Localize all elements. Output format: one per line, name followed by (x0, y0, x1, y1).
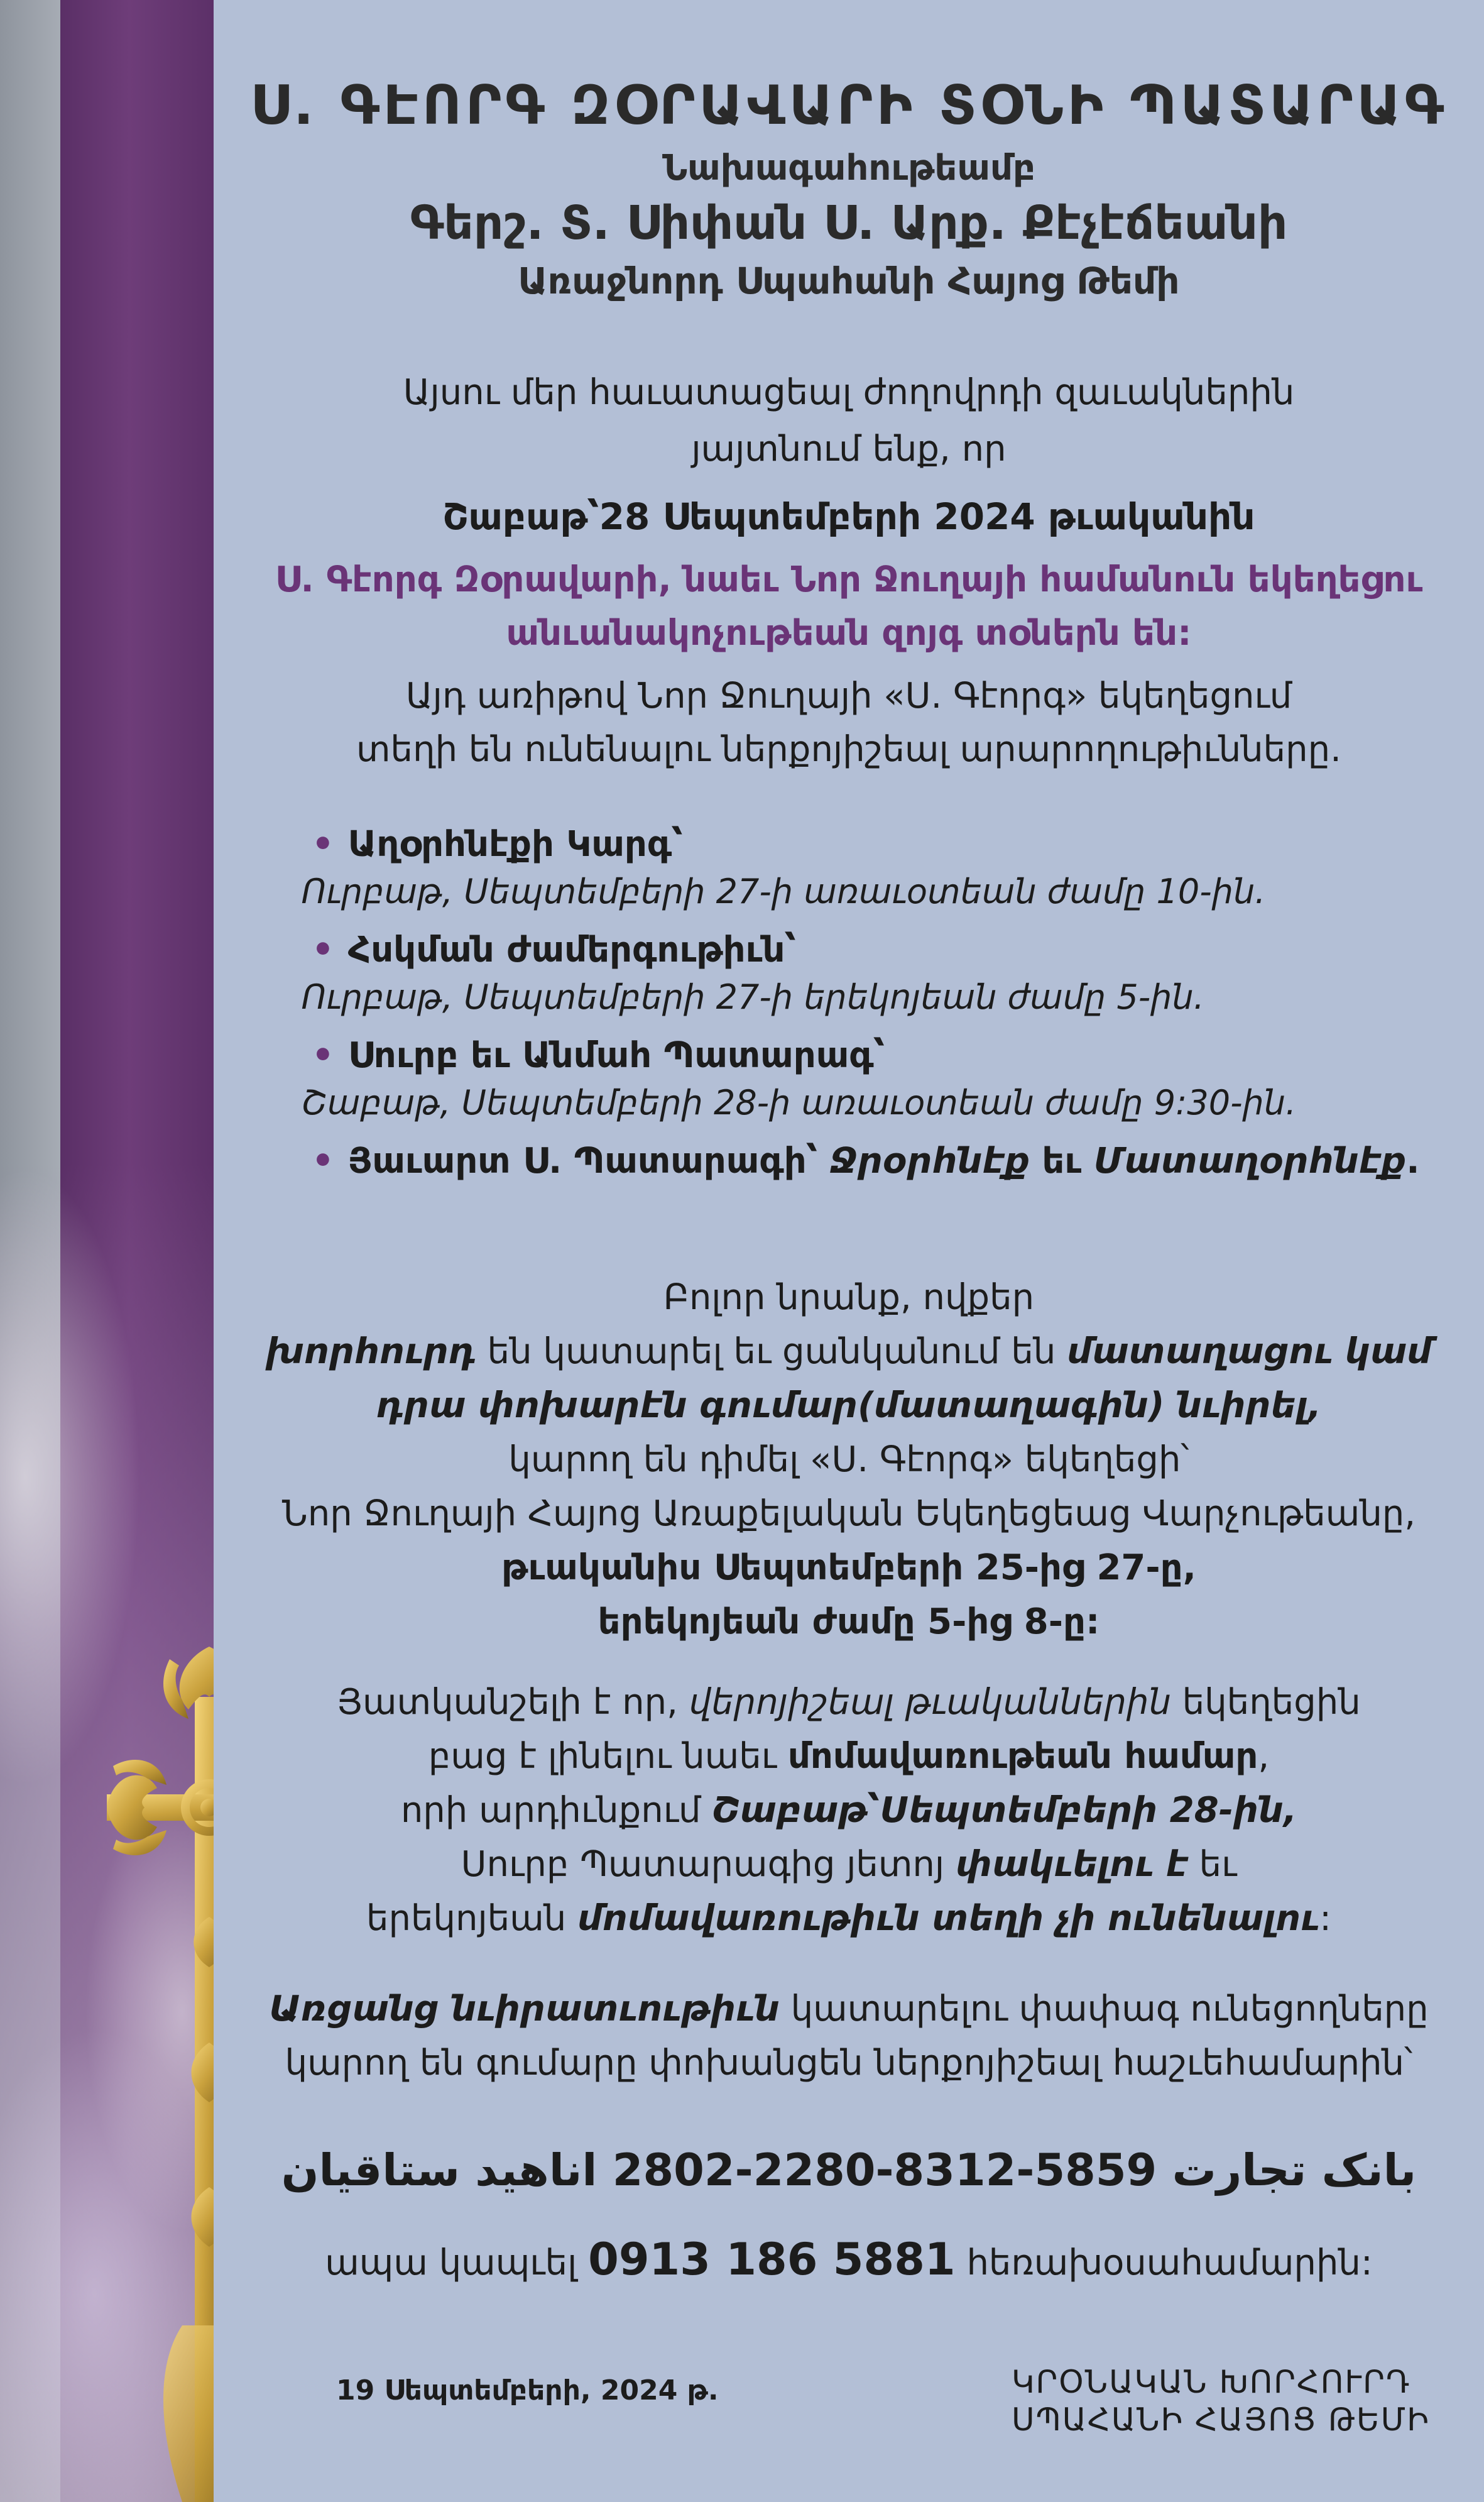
event-date: Շաբաթ՝28 Սեպտեմբերի 2024 թւականին (442, 495, 1255, 538)
occasion-line-1: Այդ առիթով Նոր Ջուղայի «Ս. Գէորգ» եկեղեցում (405, 676, 1292, 716)
list-item (302, 822, 1470, 867)
feast-line-1: Ս. Գէորգ Զօրավարի, նաեւ Նոր Ջուղայի համանուն եկեղեցու (275, 559, 1423, 600)
intro-line-1: Այսու մեր հաւատացեալ ժողովրդի զաւակներին (403, 372, 1295, 413)
service-title: Աղօրհնէքի Կարգ՝ (347, 824, 683, 865)
service-title: Հսկման ժամերգութիւն՝ (347, 930, 797, 970)
offerings-line-6: թւականիս Սեպտեմբերի 25-ից 27-ը, (501, 1547, 1196, 1588)
service-title: Սուրբ եւ Անմահ Պատարագ՝ (347, 1035, 885, 1076)
decorative-left-panel (0, 0, 214, 2502)
notice-line-4: Սուրբ Պատարագից յետոյ փակւելու է եւ (461, 1844, 1237, 1885)
services-list (302, 822, 1470, 1184)
service-title-water-blessing: Ջրօրհնէք (829, 1141, 1030, 1182)
bank-account: بانک تجارت 5859-8312-2280-2802 اناهید ستاقیان (281, 2144, 1417, 2196)
diocese-name: ՍՊԱՀԱՆԻ ՀԱՅՈՑ ԹԵՄԻ (1012, 2401, 1430, 2438)
list-item (302, 1139, 1470, 1184)
phone-number: 0913 186 5881 (588, 2234, 956, 2285)
offerings-line-3: դրա փոխարէն գումար(մատաղագին) նւիրել, (376, 1385, 1322, 1426)
bullet-icon: • (312, 1141, 334, 1182)
offerings-line-7: երեկոյեան ժամը 5-ից 8-ը: (597, 1601, 1100, 1642)
prelate-title: Առաջնորդ Սպահանի Հայոց Թեմի (518, 260, 1180, 302)
page-title: Ս. ԳԷՈՐԳ ԶՕՐԱՎԱՐԻ ՏՕՆԻ ՊԱՏԱՐԱԳ (249, 74, 1448, 137)
bullet-icon: • (312, 930, 334, 970)
notice-line-1: Յատկանշելի է որ, վերոյիշեալ թւականներին եկեղեցին (337, 1682, 1361, 1723)
service-time: Շաբաթ, Սեպտեմբերի 28-ի առաւօտեան ժամը 9:30-ին. (302, 1083, 1297, 1122)
intro-line-2: յայտնում ենք, որ (691, 429, 1007, 469)
feast-line-2: անւանակոչութեան զոյգ տօներն են: (506, 613, 1192, 654)
donation-line-1: Առցանց նւիրատւութիւն կատարելու փափագ ունեցողները (269, 1989, 1429, 2029)
occasion-line-2: տեղի են ունենալու ներքոյիշեալ արարողութիւնները. (356, 729, 1341, 770)
transfer-phone-line: ապա կապւել 0913 186 5881 հեռախօսահամարին: (325, 2234, 1373, 2285)
bullet-icon: • (312, 824, 334, 865)
offerings-line-1: Բոլոր նրանք, ովքեր (663, 1277, 1035, 1318)
council-name: ԿՐՕՆԱԿԱՆ ԽՈՐՀՈՒՐԴ (1012, 2364, 1411, 2400)
offerings-line-4: կարող են դիմել «Ս. Գէորգ» եկեղեցի՝ (508, 1439, 1189, 1480)
service-time: Ուրբաթ, Սեպտեմբերի 27-ի առաւօտեան ժամը 10-ին. (302, 872, 1266, 911)
bullet-icon: • (312, 1035, 334, 1076)
bishop-name: Գերշ. Տ. Սիփան Ս. Արք. Քէչէճեանի (410, 196, 1288, 250)
footer-signature (1012, 2363, 1451, 2439)
service-title-end: . (1406, 1141, 1420, 1182)
notice-line-2: բաց է լինելու նաեւ մոմավառութեան համար, (428, 1736, 1270, 1777)
footer-date: 19 Սեպտեմբերի, 2024 թ. (336, 2374, 719, 2406)
announcement-content (214, 0, 1484, 2502)
offerings-line-5: Նոր Ջուղայի Հայոց Առաքելական Եկեղեցեաց Վարչութեանը, (281, 1493, 1416, 1534)
service-title-and: եւ (1030, 1141, 1094, 1182)
list-item (302, 1033, 1470, 1078)
service-title-matagh-blessing: Մատաղօրհնէք (1093, 1141, 1407, 1182)
armenian-cross-icon (0, 0, 214, 2502)
notice-line-5: երեկոյեան մոմավառութիւն տեղի չի ունենալու: (366, 1898, 1331, 1939)
presided-label: Նախագահութեամբ (662, 148, 1035, 189)
list-item (302, 928, 1470, 973)
notice-line-3: որի արդիւնքում Շաբաթ՝Սեպտեմբերի 28-ին, (400, 1790, 1297, 1831)
donation-line-2: կարող են գումարը փոխանցեն ներքոյիշեալ հաշւեհամարին՝ (285, 2043, 1413, 2083)
service-title: Յաւարտ Ս. Պատարագի՝ (347, 1141, 830, 1182)
offerings-line-2: խորհուրդ են կատարել եւ ցանկանում են մատաղացու կամ (265, 1331, 1432, 1372)
service-time: Ուրբաթ, Սեպտեմբերի 27-ի երեկոյեան ժամը 5-ին. (302, 977, 1204, 1017)
